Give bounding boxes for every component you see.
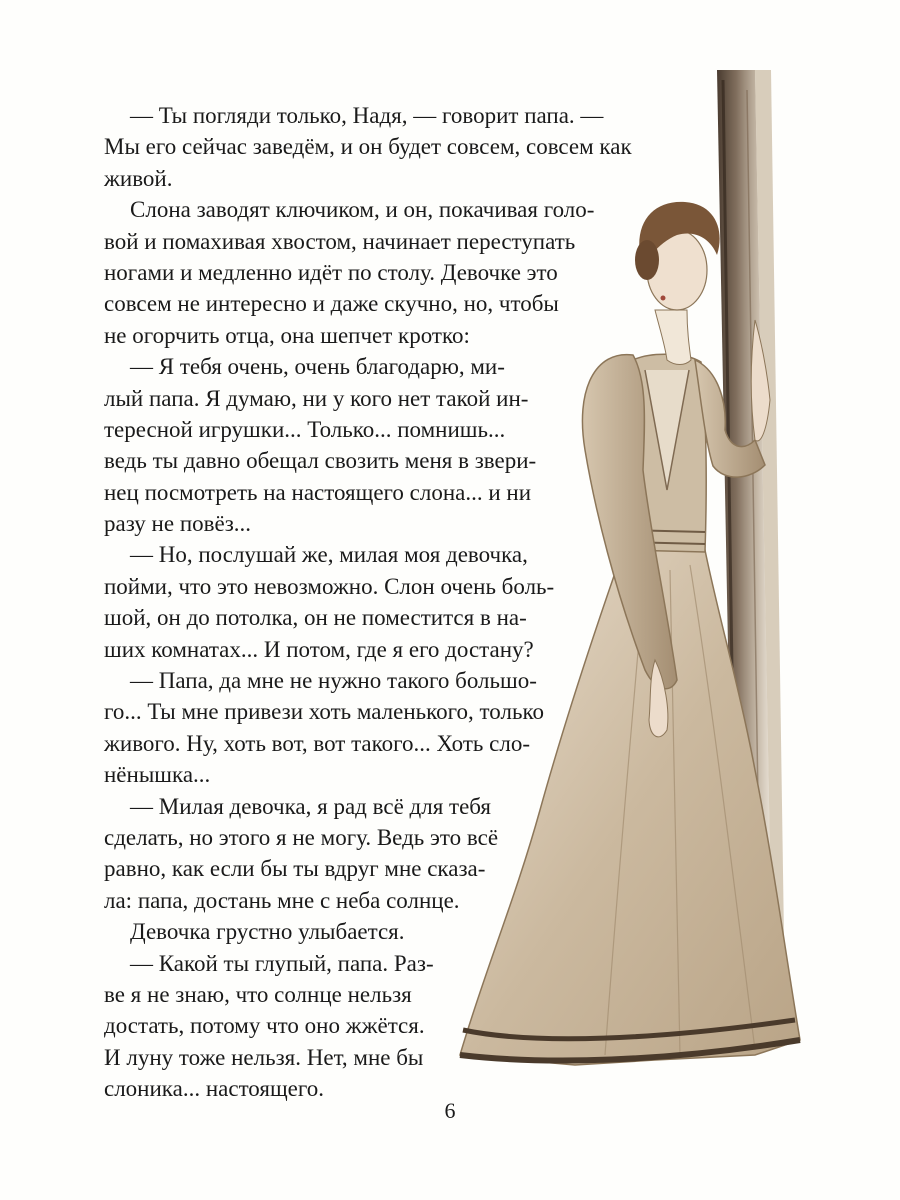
- text-line: Девочка грустно улыбается.: [130, 919, 405, 945]
- text-line: ла: папа, достань мне с неба солнце.: [104, 887, 460, 913]
- page-number: 6: [444, 1098, 456, 1123]
- text-line: достать, потому что оно жжётся.: [104, 1013, 425, 1039]
- text-line: нец посмотреть на настоящего слона... и ни: [104, 479, 532, 505]
- text-line: совсем не интересно и даже скучно, но, чтобы: [104, 291, 559, 317]
- text-line: сделать, но этого я не могу. Ведь это всё: [104, 824, 499, 850]
- head: [635, 202, 720, 310]
- text-line: ногами и медленно идёт по столу. Девочке это: [104, 259, 558, 285]
- text-line: — Ты погляди только, Надя, — говорит папа. —: [130, 103, 604, 128]
- text-line: вой и помахивая хвостом, начинает переступать: [104, 228, 576, 254]
- text-line: И луну тоже нельзя. Нет, мне бы: [104, 1044, 424, 1070]
- text-line: — Папа, да мне не нужно такого большо-: [130, 668, 537, 694]
- text-line: слоника... настоящего.: [104, 1076, 324, 1102]
- text-line: не огорчить отца, она шепчет кротко:: [104, 322, 470, 348]
- text-line: разу не повёз...: [104, 511, 252, 537]
- text-line: Мы его сейчас заведём, и он будет совсем, совсем как: [104, 134, 632, 160]
- text-line: го... Ты мне привези хоть маленького, только: [104, 699, 544, 725]
- text-line: — Какой ты глупый, папа. Раз-: [130, 950, 434, 976]
- text-line: равно, как если бы ты вдруг мне сказа-: [104, 856, 486, 882]
- text-line: — Но, послушай же, милая моя девочка,: [130, 542, 528, 568]
- text-line: шой, он до потолка, он не поместится в на-: [104, 605, 527, 631]
- woman-illustration: [455, 70, 815, 1080]
- text-line: — Милая девочка, я рад всё для тебя: [130, 793, 492, 819]
- text-line: — Я тебя очень, очень благодарю, ми-: [130, 354, 505, 380]
- text-line: ведь ты давно обещал свозить меня в звери-: [104, 448, 537, 474]
- text-line: лый папа. Я думаю, ни у кого нет такой ин-: [104, 385, 529, 411]
- text-line: живой.: [104, 165, 173, 191]
- text-line: пойми, что это невозможно. Слон очень боль-: [104, 573, 555, 599]
- text-line: ших комнатах... И потом, где я его достану?: [104, 636, 534, 662]
- text-line: нёнышка...: [104, 762, 211, 788]
- text-line: живого. Ну, хоть вот, вот такого... Хоть сло-: [104, 730, 531, 756]
- text-line: ве я не знаю, что солнце нельзя: [104, 981, 412, 1007]
- text-line: тересной игрушки... Только... помнишь...: [104, 416, 506, 442]
- text-line: Слона заводят ключиком, и он, покачивая голо-: [130, 197, 595, 223]
